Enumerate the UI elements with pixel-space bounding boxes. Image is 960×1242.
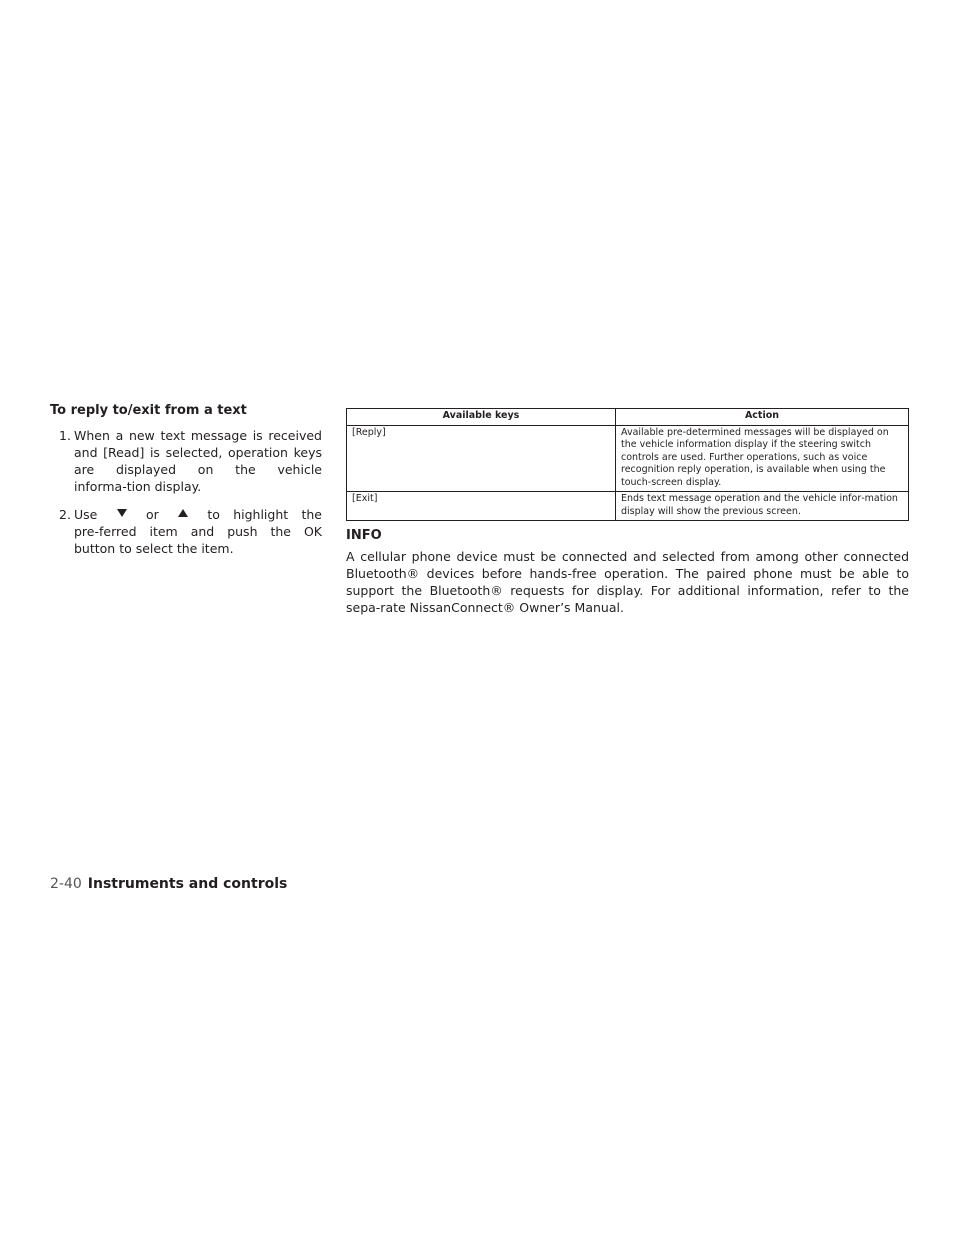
- step-text-after: to highlight the pre‑ferred item and push the OK button to select the item.: [74, 507, 322, 556]
- step-text: When a new text message is received and [Read] is selected, operation keys are displayed on the vehicle informa‑tion display.: [74, 428, 322, 494]
- key-cell: [Reply]: [347, 425, 616, 492]
- page-number: 2-40: [50, 876, 82, 892]
- step-text-middle: or: [145, 507, 159, 522]
- step-number: 1.: [59, 428, 71, 443]
- chapter-title: Instruments and controls: [87, 876, 288, 892]
- action-cell: Ends text message operation and the vehicle infor‑mation display will show the previous screen.: [616, 492, 909, 521]
- available-keys-table: [346, 408, 909, 521]
- column-header-action: Action: [616, 409, 909, 426]
- table-row: [347, 492, 909, 521]
- table-row: [347, 425, 909, 492]
- page-footer: [50, 876, 287, 892]
- info-text: A cellular phone device must be connected and selected from among other connected Bluetooth® devices before hands-free operation. The paired phone must be able to support the Bluetooth® requests for display. For additional information, refer to the sepa‑rate NissanConnect® Owner’s Manual.: [346, 549, 909, 615]
- step-text-before: Use: [74, 507, 98, 522]
- down-arrow-icon: [117, 509, 127, 517]
- step-number: 2.: [59, 507, 71, 522]
- table-header-row: [347, 409, 909, 426]
- step-2: [50, 506, 322, 557]
- action-cell: Available pre-determined messages will be displayed on the vehicle information display if the steering switch controls are used. Further operations, such as voice recognition reply operation, is available when using the touch-screen display.: [616, 425, 909, 492]
- info-heading: INFO: [346, 528, 382, 543]
- column-header-keys: Available keys: [347, 409, 616, 426]
- step-1: [50, 427, 322, 495]
- section-heading: To reply to/exit from a text: [50, 403, 247, 418]
- key-cell: [Exit]: [347, 492, 616, 521]
- up-arrow-icon: [178, 509, 188, 517]
- steps-list: [50, 427, 322, 557]
